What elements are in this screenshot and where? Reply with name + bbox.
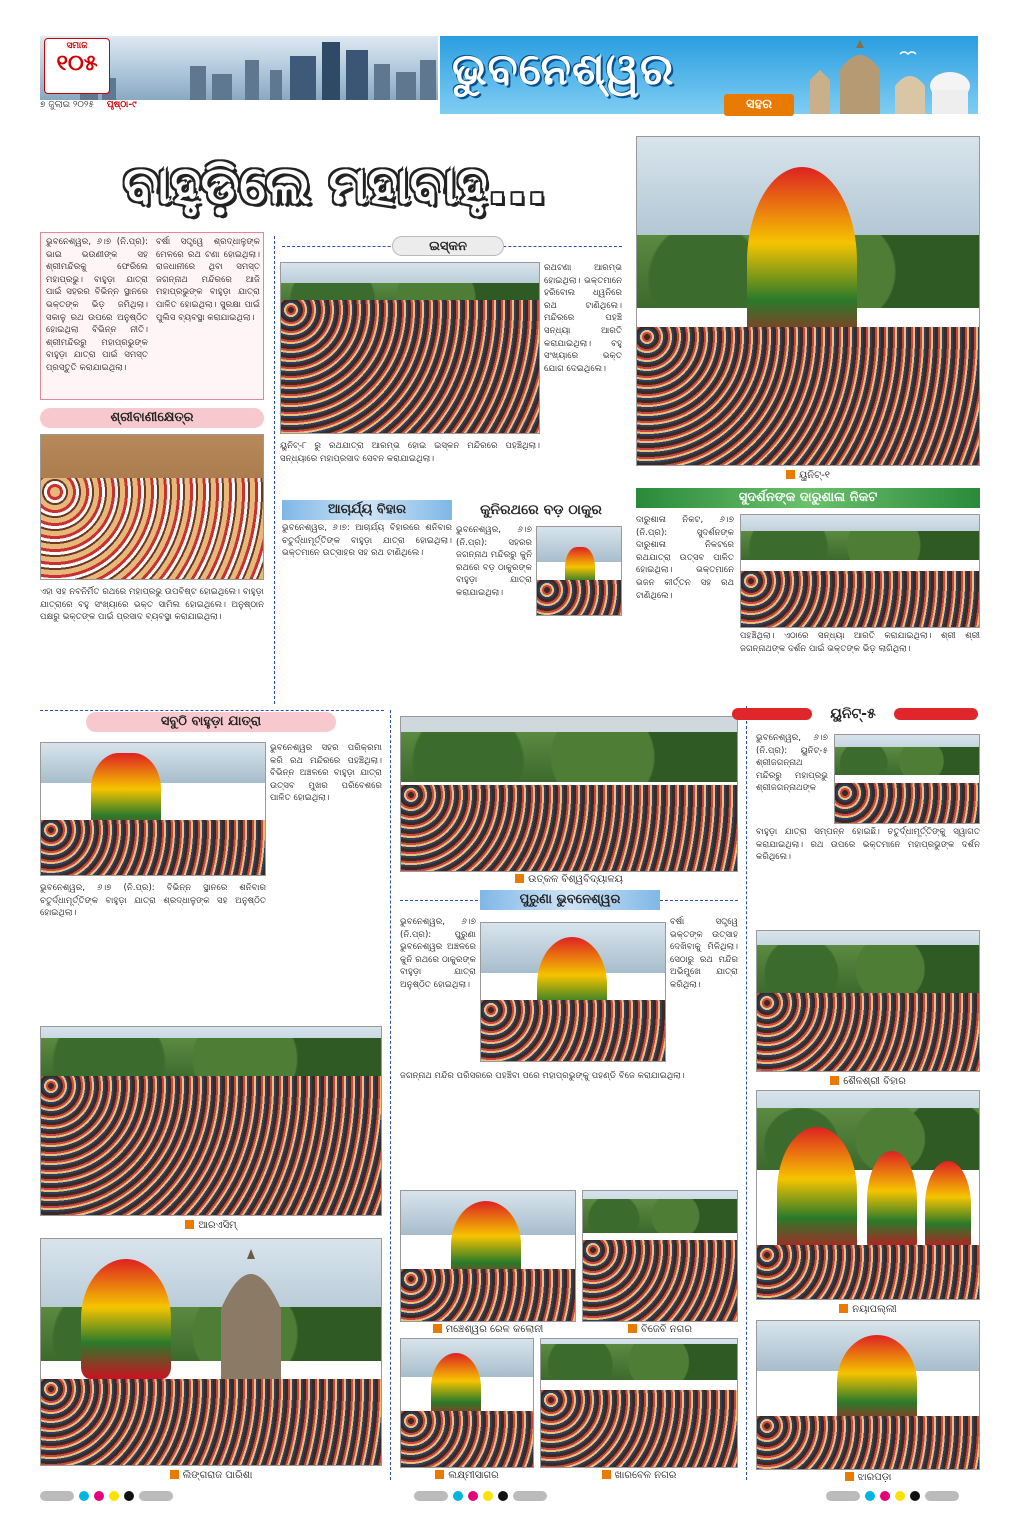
- caption-marker-icon: [830, 1076, 839, 1085]
- unit1-photo: [636, 136, 980, 466]
- temple-icon: [800, 40, 978, 114]
- caption-marker-icon: [602, 1470, 611, 1479]
- registration-marks-right: [826, 1490, 959, 1502]
- lingaraj-photo: [40, 1238, 382, 1466]
- page-number: ପୃଷ୍ଠା-୯: [106, 100, 137, 110]
- utkal-photo: [400, 716, 738, 872]
- puruna-text-right: ବର୍ଷା ସତ୍ତ୍ୱେ ଭକ୍ତଙ୍କ ଉତ୍ସାହ ଦେଖିବାକୁ ମିଳିଥିଲା। ସେଠାରୁ ରଥ ମନ୍ଦିର ଅଭିମୁଖେ ଯାତ୍ରା କରିଥିଲା।: [670, 917, 738, 990]
- mancheswar-photo: [400, 1190, 576, 1322]
- section-unit5-bar-right: [894, 708, 978, 720]
- caption-marker-icon: [786, 470, 795, 479]
- puruna-text-left: ଭୁବନେଶ୍ୱର, ୬।୭ (ନି.ପ୍ର): ପୁରୁଣା ଭୁବନେଶ୍ୱର ଅଞ୍ଚଳରେ କୁନି ରଥରେ ଠାକୁରଙ୍କ ବାହୁଡ଼ା ଯାତ୍ରା ଅନୁଷ୍ଠିତ ହୋଇଥିଲା।: [400, 917, 476, 990]
- logo-number: ୧୦୫: [56, 51, 98, 76]
- caption-marker-icon: [628, 1324, 637, 1333]
- acharya-vihar-text: ଭୁବନେଶ୍ୱର, ୬।୭: ଆଚାର୍ଯ୍ୟ ବିହାରରେ ଶନିବାର ଚତୁର୍ଦ୍ଧାମୂର୍ତ୍ତିଙ୍କ ବାହୁଡ଼ା ଯାତ୍ରା ହୋଇଥିଲା। ଭକ୍ତମାନେ ଉତ୍ସାହର ସହ ରଥ ଟାଣିଥିଲେ।: [282, 523, 452, 559]
- caption-bjb: ବିଜେବି ନଗର: [582, 1324, 738, 1335]
- caption-laxmisagar: ଲକ୍ଷ୍ମୀସାଗର: [400, 1470, 534, 1481]
- sailashree-photo: [756, 930, 980, 1072]
- sabuthi-text-bottom: ଭୁବନେଶ୍ୱର, ୬।୭ (ନି.ପ୍ର): ବିଭିନ୍ନ ସ୍ଥାନରେ ଶନିବାର ଚତୁର୍ଦ୍ଧାମୂର୍ତ୍ତିଙ୍କ ବାହୁଡ଼ା ଯାତ୍ରା ଶ୍ରଦ୍ଧାଳୁଙ୍କ ସହ ଅନୁଷ୍ଠିତ ହୋଇଥିଲା।: [40, 883, 266, 919]
- sabuthi-text-right: ଭୁବନେଶ୍ୱର ସହର ପରିକ୍ରମା କରି ରଥ ମନ୍ଦିରରେ ପହଞ୍ଚିଥିଲା। ବିଭିନ୍ନ ଅଞ୍ଚଳରେ ବାହୁଡ଼ା ଯାତ୍ରା ଉତ୍ସବ ମୁଖର ପରିବେଶରେ ପାଳିତ ହୋଇଥିଲା।: [270, 743, 382, 804]
- caption-mancheswar: ମଞ୍ଚେଶ୍ୱର ରେଳ କଲୋନୀ: [400, 1324, 576, 1335]
- iskcon-photo: [280, 262, 540, 434]
- iskcon-text-right: ରଥଟଣା ଆରମ୍ଭ ହୋଇଥିଲା। ଭକ୍ତମାନେ ହରିବୋଲ ଧ୍ୱନିରେ ରଥ ଟାଣିଥିଲେ। ମନ୍ଦିରରେ ପହଞ୍ଚି ସନ୍ଧ୍ୟା ଆରତି କରାଯାଇଥିଲା। ବହୁ ସଂଖ୍ୟାରେ ଭକ୍ତ ଯୋଗ ଦେଇଥିଲେ।: [544, 263, 622, 374]
- caption-kharavela: ଖାରବେଳ ନଗର: [540, 1470, 738, 1481]
- puruna-text-bottom: ଜଗନ୍ନାଥ ମନ୍ଦିର ପରିସରରେ ପହଞ୍ଚିବା ପରେ ମହାପ୍ରଭୁଙ୍କୁ ପହଣ୍ଡି ବିଜେ କରାଯାଇଥିଲା।: [400, 1071, 685, 1081]
- lingaraj-temple-icon: [211, 1249, 291, 1379]
- section-sabuthi: ସବୁଠି ବାହୁଡ଼ା ଯାତ୍ରା: [86, 712, 336, 732]
- caption-marker-icon: [839, 1304, 848, 1313]
- sudarshan-text-bottom: ପହଞ୍ଚିଥିଲା। ଏଠାରେ ସନ୍ଧ୍ୟା ଆରତି କରାଯାଇଥିଲା। ଶ୍ରୀ ଶ୍ରୀ ଜଗନ୍ନାଥଙ୍କ ଦର୍ଶନ ପାଇଁ ଭକ୍ତଙ୍କ ଭିଡ଼ ଲାଗିଥିଲା।: [740, 631, 980, 654]
- kunirathare-photo: [536, 526, 622, 616]
- section-iskcon: ଇସ୍କନ: [392, 236, 504, 256]
- caption-sailashree: ଶୈଳଶ୍ରୀ ବିହାର: [756, 1076, 980, 1087]
- newspaper-logo: [44, 38, 110, 94]
- main-headline: ବାହୁଡ଼ିଲେ ମହାବାହୁ...: [123, 156, 547, 216]
- bjb-photo: [582, 1190, 738, 1322]
- caption-marker-icon: [170, 1470, 179, 1479]
- sribanikhetra-text: ଏହା ସହ ନବନିର୍ମିତ ରଥରେ ମହାପ୍ରଭୁ ଉପବିଷ୍ଟ ହୋଇଥିଲେ। ବାହୁଡ଼ା ଯାତ୍ରାରେ ବହୁ ସଂଖ୍ୟାରେ ଭକ୍ତ ସାମିଲ ହୋଇଥିଲେ। ଅନୁଷ୍ଠାନ ପକ୍ଷରୁ ଭକ୍ତଙ୍କ ପାଇଁ ପ୍ରସାଦ ବ୍ୟବସ୍ଥା କରାଯାଇଥିଲା।: [40, 587, 264, 623]
- lead-story-col2: ବର୍ଷା ସତ୍ତ୍ୱେ ଶ୍ରଦ୍ଧାଳୁଙ୍କ ମେଳରେ ରଥ ଟଣା ହୋଇଥିଲା। ରାଜଧାନୀରେ ଥିବା ସମସ୍ତ ଜଗନ୍ନାଥ ମନ୍ଦିରରେ ଆଜି ମହାପ୍ରଭୁଙ୍କ ବାହୁଡ଼ା ଯାତ୍ରା ପାଳିତ ହୋଇଥିଲା। ସୁରକ୍ଷା ପାଇଁ ପୁଲିସ ବ୍ୟବସ୍ଥା କରାଯାଇଥିଲା।: [156, 237, 260, 323]
- unit5-text-left: ଭୁବନେଶ୍ୱର, ୬।୭ (ନି.ପ୍ର): ୟୁନିଟ୍-୫ ଶ୍ରୀଜଗନ୍ନାଥ ମନ୍ଦିରରୁ ମହାପ୍ରଭୁ ଶ୍ରୀଜଗନ୍ନାଥଙ୍କ: [756, 733, 828, 794]
- caption-nayapalli: ନୟାପଲ୍ଲୀ: [756, 1304, 980, 1315]
- caption-marker-icon: [515, 874, 524, 883]
- section-tag: ସହର: [724, 94, 794, 116]
- laxmisagar-photo: [400, 1338, 534, 1468]
- registration-marks-left: [40, 1490, 173, 1502]
- section-sribanikhetra: ଶ୍ରୀବାଣୀକ୍ଷେତ୍ର: [40, 408, 264, 428]
- nayapalli-photo: [756, 1090, 980, 1300]
- caption-marker-icon: [185, 1220, 194, 1229]
- registration-marks-center: [414, 1490, 547, 1502]
- kunirathare-text: ଭୁବନେଶ୍ୱର, ୬।୭ (ନି.ପ୍ର): ସହରର ଜଗନ୍ନାଥ ମନ୍ଦିରରୁ କୁନି ରଥରେ ବଡ଼ ଠାକୁରଙ୍କ ବାହୁଡ଼ା ଯାତ୍ରା କରାଯାଇଥିଲା।: [456, 525, 532, 598]
- caption-marker-icon: [433, 1324, 442, 1333]
- jharpada-photo: [756, 1320, 980, 1470]
- section-acharya-vihar: ଆଚାର୍ଯ୍ୟ ବିହାର: [282, 500, 452, 520]
- section-kunirathare: କୁନିରଥରେ ବଡ଼ ଠାକୁର: [480, 502, 602, 518]
- caption-lingaraj: ଲିଙ୍ଗରାଜ ପାରିଶା: [40, 1470, 382, 1481]
- section-sudarshan: ସୁଦର୍ଶନଙ୍କ ଦାରୁଶାଳା ନିକଟ: [636, 488, 980, 508]
- caption-unit1: ୟୁନିଟ୍-୧: [636, 470, 980, 481]
- section-unit5-bar-left: [732, 708, 812, 720]
- caption-utkal: ଉତ୍କଳ ବିଶ୍ୱବିଦ୍ୟାଳୟ: [400, 874, 738, 885]
- caption-jharpada: ଝାରପଡ଼ା: [756, 1472, 980, 1483]
- dateline: [40, 100, 438, 114]
- lead-story-col1: ଭୁବନେଶ୍ୱର, ୬।୭ (ନି.ପ୍ର): ଭାଇ ଭଉଣୀଙ୍କ ସହ ଶ୍ରୀମନ୍ଦିରକୁ ଫେରିଲେ ମହାପ୍ରଭୁ। ବାହୁଡ଼ା ଯାତ୍ରା ପାଇଁ ସହରର ବିଭିନ୍ନ ସ୍ଥାନରେ ଭକ୍ତଙ୍କ ଭିଡ଼ ଜମିଥିଲା। ସକାଳୁ ରଥ ଉପରେ ଅନୁଷ୍ଠିତ ହୋଇଥିଲା ବିଭିନ୍ନ ନୀତି। ଶ୍ରୀମନ୍ଦିରରୁ ମହାପ୍ରଭୁଙ୍କ ବାହୁଡ଼ା ଯାତ୍ରା ପାଇଁ ସମସ୍ତ ପ୍ରସ୍ତୁତି କରାଯାଇଥିଲା।: [46, 237, 148, 373]
- arsim-photo: [40, 1026, 382, 1216]
- unit5-text-bottom: ବାହୁଡ଼ା ଯାତ୍ରା ସମ୍ପନ୍ନ ହୋଇଛି। ଚତୁର୍ଦ୍ଧାମୂର୍ତ୍ତିଙ୍କୁ ସ୍ୱାଗତ କରାଯାଇଥିଲା। ରଥ ଉପରେ ଭକ୍ତମାନେ ମହାପ୍ରଭୁଙ୍କ ଦର୍ଶନ କରିଥିଲେ।: [756, 827, 980, 863]
- sribanikhetra-photo: [40, 434, 264, 580]
- city-title: ଭୁବନେଶ୍ୱର: [452, 44, 675, 95]
- sudarshan-text-left: ଦାରୁଶାଳା ନିକଟ, ୬।୭ (ନି.ପ୍ର): ସୁଦର୍ଶନଙ୍କ ଦାରୁଶାଳା ନିକଟରେ ରଥଯାତ୍ରା ଉତ୍ସବ ପାଳିତ ହୋଇଥିଲା। ଭକ୍ତମାନେ ଭଜନ କୀର୍ତ୍ତନ ସହ ରଥ ଟାଣିଥିଲେ।: [636, 515, 734, 601]
- caption-marker-icon: [845, 1472, 854, 1481]
- caption-marker-icon: [435, 1470, 444, 1479]
- iskcon-text-bottom-1: ୟୁନିଟ୍-୮ ରୁ ରଥଯାତ୍ରା ଆରମ୍ଭ ହୋଇ ଇସ୍କନ ମନ୍ଦିରରେ ପହଞ୍ଚିଥିଲା। ସନ୍ଧ୍ୟାରେ ମହାପ୍ରସାଦ ସେବନ କରାଯାଇଥିଲା।: [280, 441, 540, 464]
- caption-arsim: ଆରଏସିମ୍: [40, 1220, 382, 1231]
- kharavela-photo: [540, 1338, 738, 1468]
- unit5-photo: [834, 734, 980, 824]
- sudarshan-photo: [740, 514, 980, 628]
- section-unit5: ୟୁନିଟ୍-୫: [830, 706, 876, 722]
- section-puruna: ପୁରୁଣା ଭୁବନେଶ୍ୱର: [480, 890, 660, 910]
- issue-date: ୭ ଜୁଲାଇ ୨୦୨୫: [40, 100, 95, 110]
- sabuthi-photo: [40, 742, 266, 876]
- puruna-photo: [480, 922, 666, 1062]
- logo-top: ସମାଜ: [66, 41, 88, 51]
